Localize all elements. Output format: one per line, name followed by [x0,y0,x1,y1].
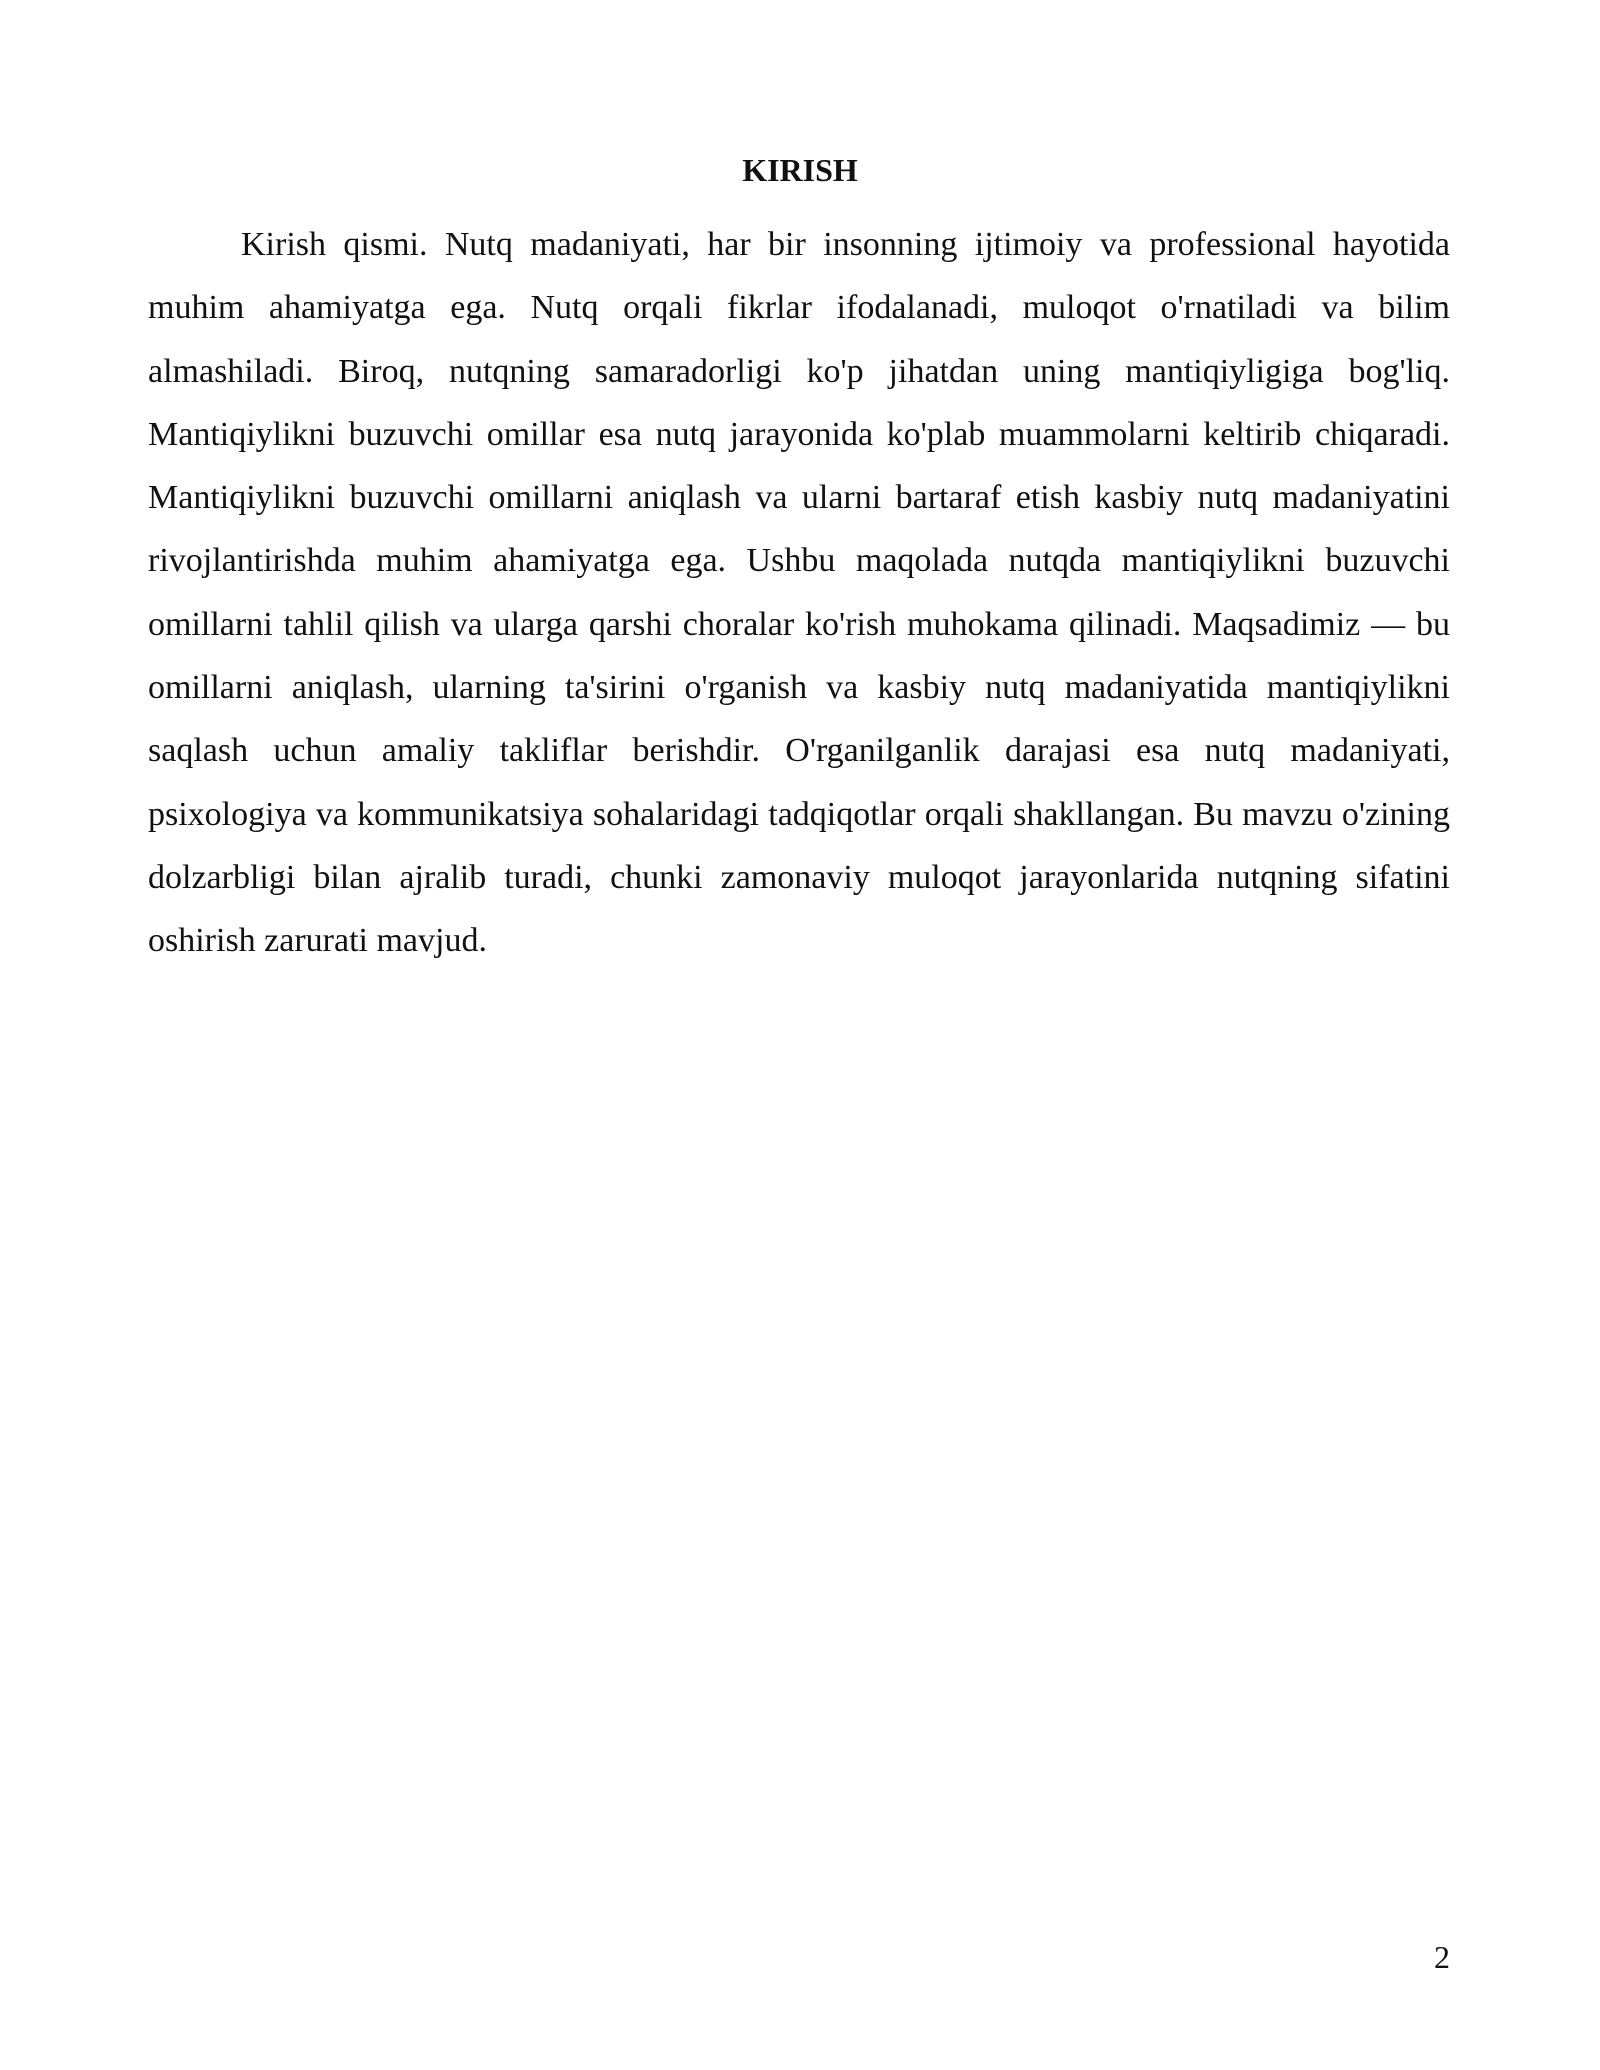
section-heading: KIRISH [742,152,858,188]
intro-paragraph: Kirish qismi. Nutq madaniyati, har bir insonning ijtimoiy va professional hayotida muhim ahamiyatga ega. Nutq orqali fikrlar ifodalanadi, muloqot o'rnatiladi va bilim almashiladi. Biroq, nutqning samaradorligi ko'p jihatdan uning mantiqiyligiga bog'liq. Mantiqiylikni buzuvchi omillar esa nutq jarayonida ko'plab muammolarni keltirib chiqaradi. Mantiqiylikni buzuvchi omillarni aniqlash va ularni bartaraf etish kasbiy nutq madaniyatini rivojlantirishda muhim ahamiyatga ega. Ushbu maqolada nutqda mantiqiylikni buzuvchi omillarni tahlil qilish va ularga qarshi choralar ko'rish muhokama qilinadi. Maqsadimiz — bu omillarni aniqlash, ularning ta'sirini o'rganish va kasbiy nutq madaniyatida mantiqiylikni saqlash uchun amaliy takliflar berishdir. O'rganilganlik darajasi esa nutq madaniyati, psixologiya va kommunikatsiya sohalaridagi tadqiqotlar orqali shakllangan. Bu mavzu o'zining dolzarbligi bilan ajralib turadi, chunki zamonaviy muloqot jarayonlarida nutqning sifatini oshirish zarurati mavjud. [148,226,1450,960]
page-number: 2 [1434,1939,1450,1975]
